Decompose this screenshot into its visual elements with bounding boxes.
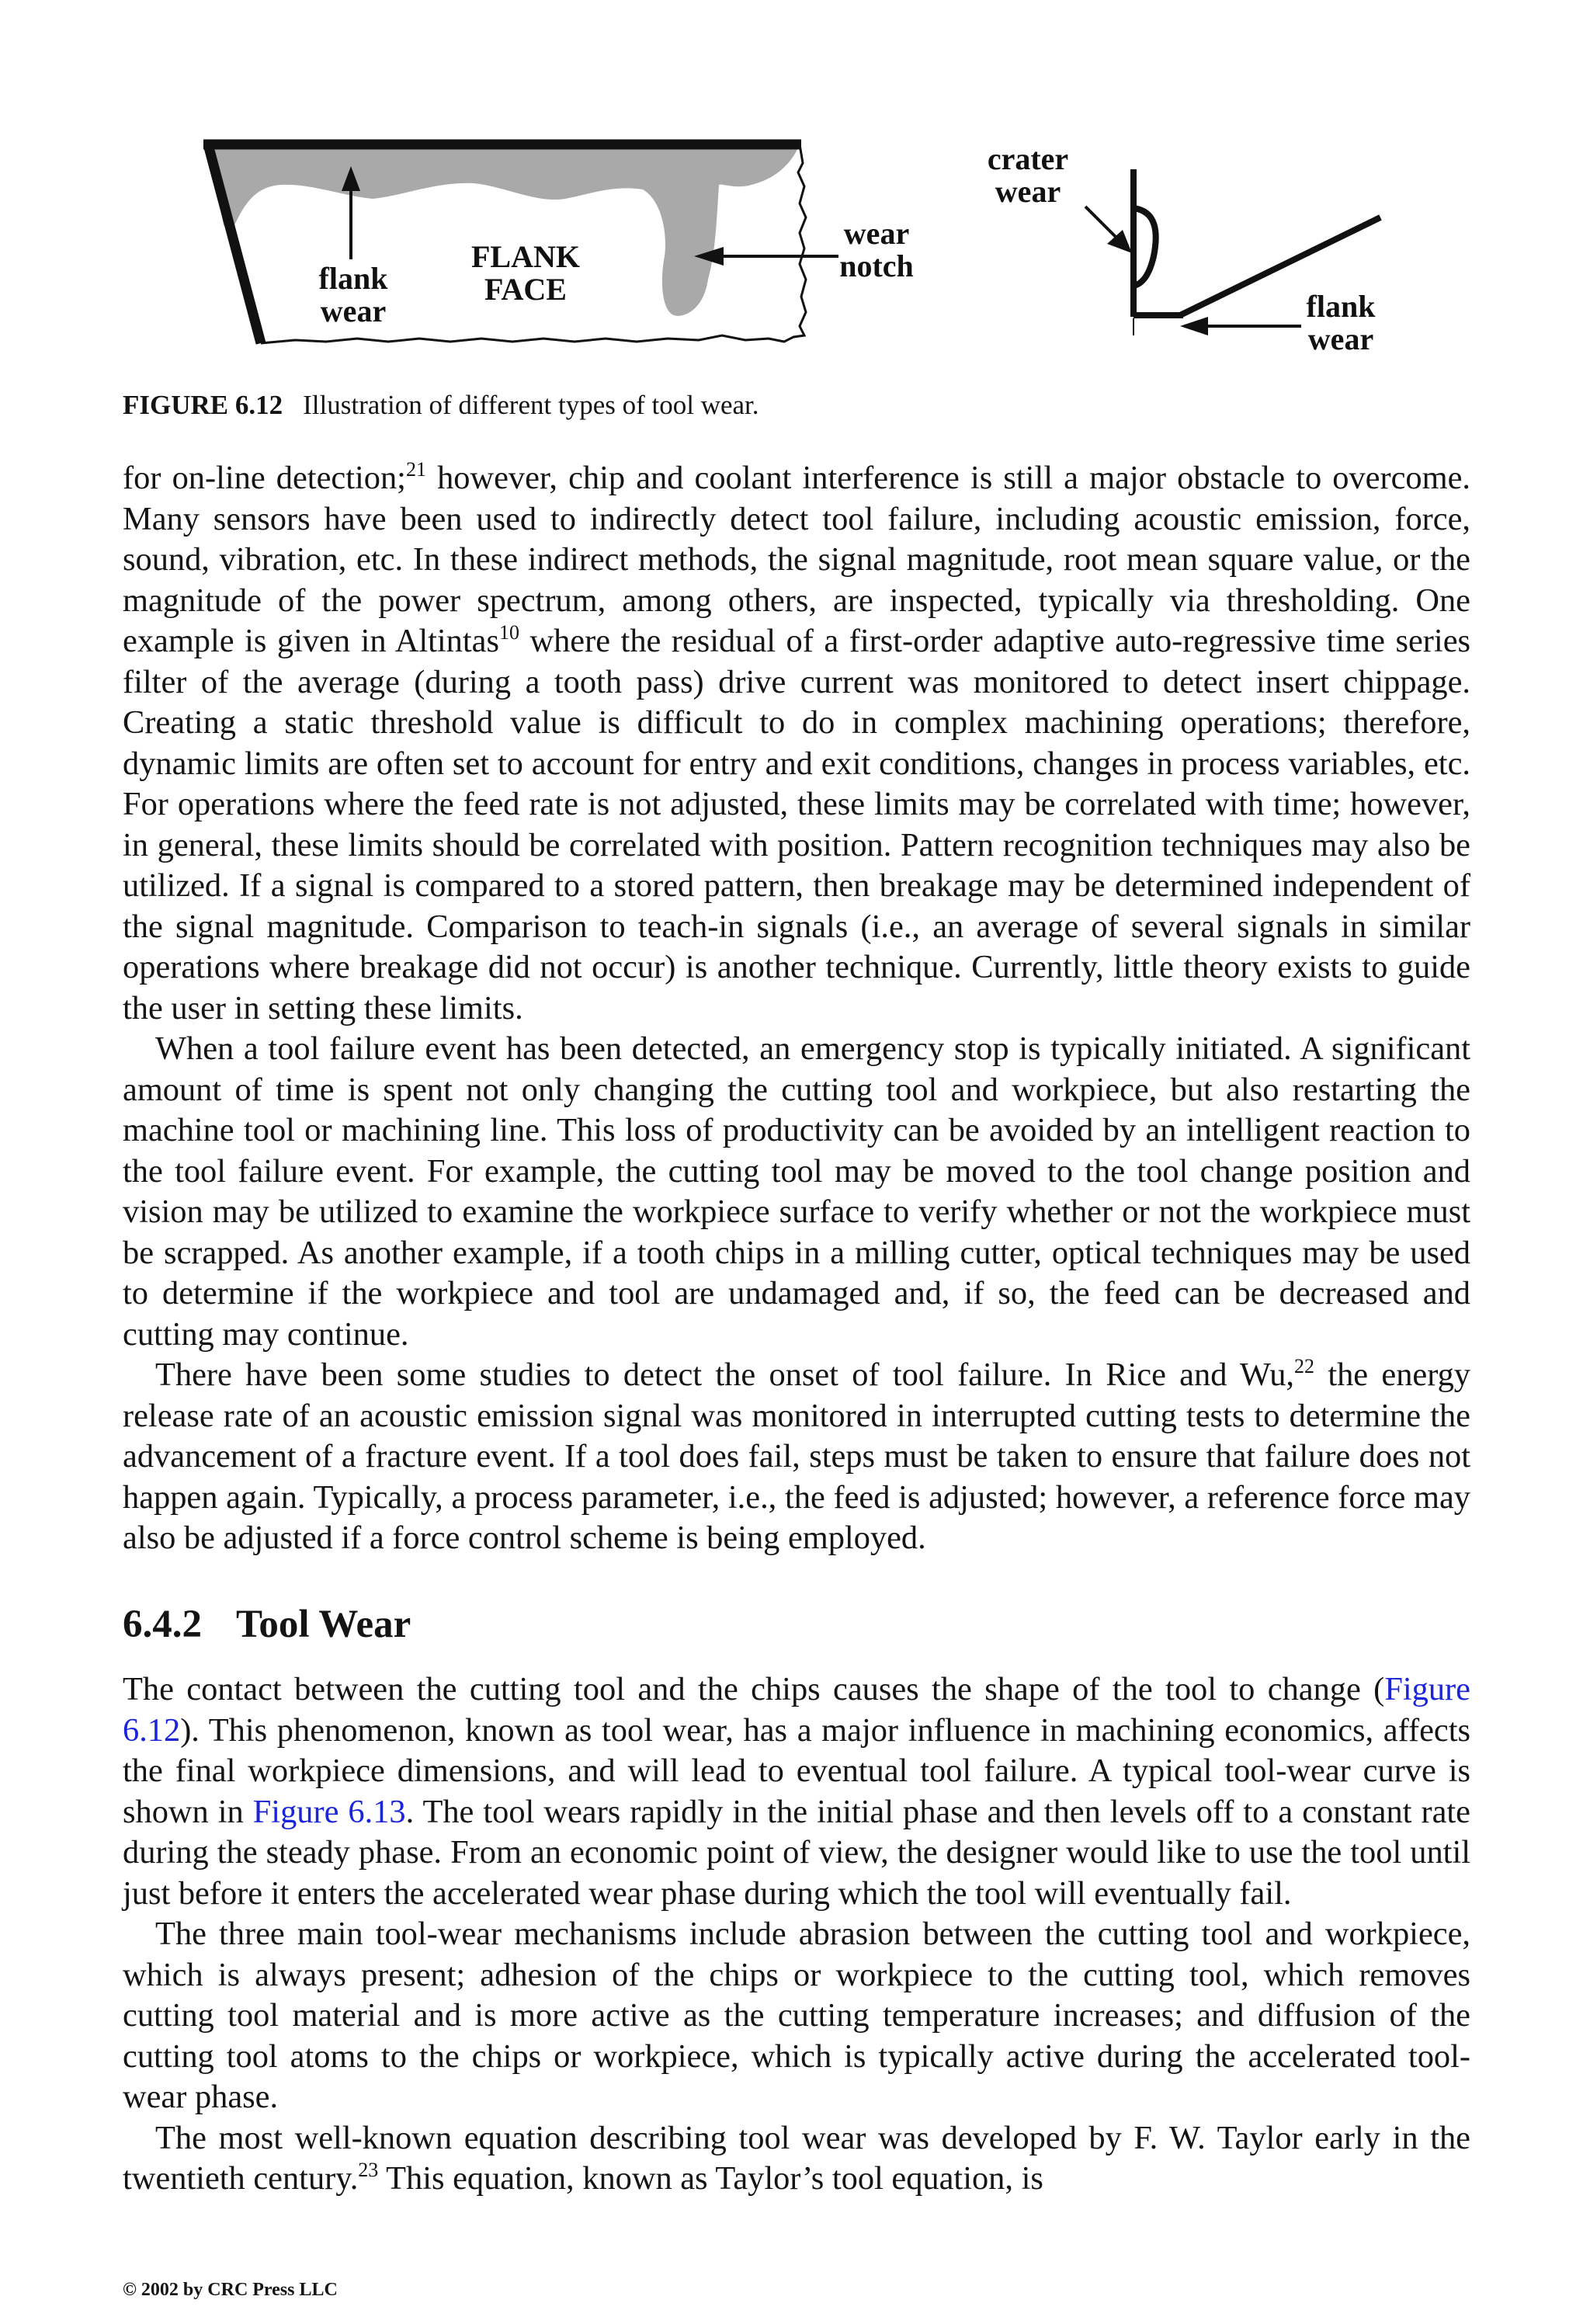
section-title: Tool Wear [236, 1603, 411, 1646]
figure-caption [123, 388, 759, 422]
paragraph: There have been some studies to detect the onset of tool failure. In Rice and Wu,$^{22}$ the energy release rate of an acoustic emission signal was monitored in interrupted cutting tests to determine the advancement of a fracture event. If a tool does fail, steps must be taken to ensure that failure does not happen again. Typically, a process parameter, i.e., the feed is adjusted; however, a reference force may also be adjusted if a force control scheme is being employed. [123, 1355, 1470, 1556]
citation-superscript: 23 [358, 2159, 379, 2181]
label-crater-wear: crater wear [987, 141, 1069, 209]
figure-caption-text: Illustration of different types of tool wear. [303, 390, 759, 420]
crater-wear-arrow [1085, 207, 1118, 239]
body-text-before [123, 458, 1470, 1559]
paragraph: for on-line detection;$^{21}$ however, chip and coolant interference is still a major obstacle to overcome. Many sensors have been used to indirectly detect tool failure, including acoustic emission, force, sound, vibration, etc. In these indirect methods, the signal magnitude, root mean square value, or the magnitude of the power spectrum, among others, are inspected, typically via thresholding. One example is given in Altintas$^{10}$ where the residual of a first-order adaptive auto-regressive time series filter of the average (during a tooth pass) drive current was monitored to detect insert chippage. Creating a static threshold value is difficult to do in complex machining operations; therefore, dynamic limits are often set to account for entry and exit conditions, changes in process variables, etc. For operations where the feed rate is not adjusted, these limits may be correlated with time; however, in general, these limits should be correlated with position. Pattern recognition techniques may also be utilized. If a signal is compared to a stored pattern, then breakage may be determined independent of the signal magnitude. Comparison to teach-in signals (i.e., an average of several signals in similar operations where breakage did not occur) is another technique. Currently, little theory exists to guide the user in setting these limits. [123, 458, 1471, 1027]
section-heading [123, 1601, 411, 1648]
copyright-footer: © 2002 by CRC Press LLC [123, 2280, 338, 2300]
label-wear-notch: wear notch [839, 216, 914, 283]
figure-reference-link[interactable]: Figure 6.12 [123, 1671, 1470, 1749]
section-number: 6.4.2 [123, 1603, 202, 1646]
paragraph: The three main tool-wear mechanisms include abrasion between the cutting tool and workpiece, which is always present; adhesion of the chips or workpiece to the cutting tool, which removes cutting tool material and is more active as the cutting temperature increases; and diffusion of the cutting tool atoms to the chips or workpiece, which is typically active during the accelerated tool-wear phase. [123, 1916, 1470, 2115]
label-flank-face: FLANK FACE [471, 239, 580, 307]
paragraph: The contact between the cutting tool and the chips causes the shape of the tool to change (Figure 6.12). This phenomenon, known as tool wear, has a major influence in machining economics, affects the final workpiece dimensions, and will lead to eventual tool failure. A typical tool-wear curve is shown in Figure 6.13. The tool wears rapidly in the initial phase and then levels off to a constant rate during the steady phase. From an economic point of view, the designer would like to use the tool until just before it enters the accelerated wear phase during which the tool will eventually fail. [123, 1671, 1471, 1912]
citation-superscript: 10 [498, 621, 519, 644]
figure-reference-link[interactable]: Figure 6.13 [252, 1793, 406, 1830]
arrow-head-left-flank [1180, 317, 1208, 335]
figure-caption-number: FIGURE 6.12 [123, 390, 283, 420]
crater-curve [1133, 208, 1156, 286]
paragraph: When a tool failure event has been detected, an emergency stop is typically initiated. A significant amount of time is spent not only changing the cutting tool and workpiece, but also restarting the machine tool or machining line. This loss of productivity can be avoided by an intelligent reaction to the tool failure event. For example, the cutting tool may be moved to the tool change position and vision may be utilized to examine the workpiece surface to verify whether or not the workpiece must be scrapped. As another example, if a tooth chips in a milling cutter, optical techniques may be used to determine if the workpiece and tool are undamaged and, if so, the feed can be decreased and cutting may continue. [123, 1030, 1470, 1353]
label-flank-wear-left: flank wear [318, 261, 388, 328]
label-flank-wear-right: flank wear [1306, 289, 1376, 356]
citation-superscript: 21 [405, 458, 426, 481]
body-text-after [123, 1669, 1470, 2200]
citation-superscript: 22 [1294, 1355, 1315, 1377]
paragraph: The most well-known equation describing tool wear was developed by F. W. Taylor early in the twentieth century.$^{23}$ This equation, known as Taylor’s tool equation, is [123, 2119, 1470, 2197]
